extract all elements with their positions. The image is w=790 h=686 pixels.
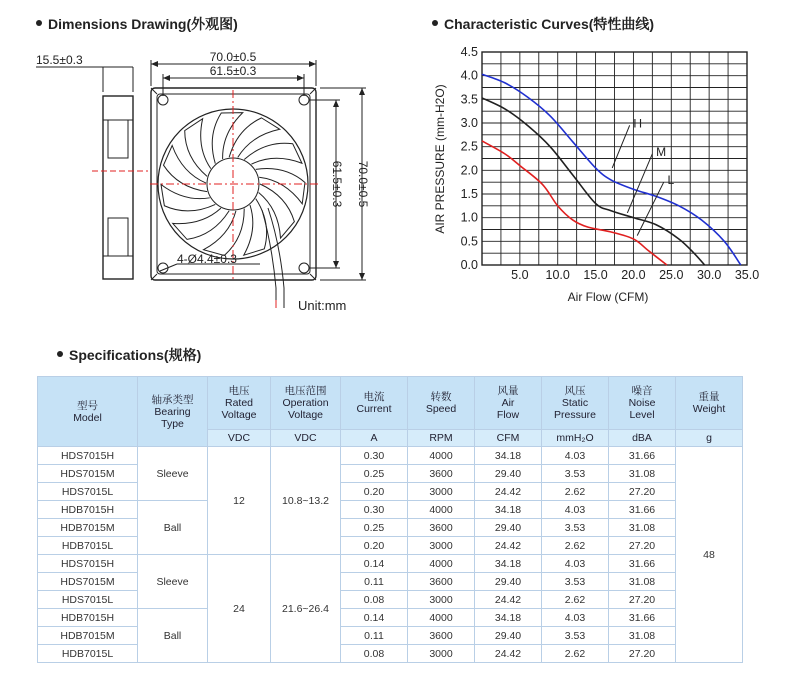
current-cell: 0.08 (341, 591, 408, 609)
airflow-cell: 34.18 (475, 609, 542, 627)
header-line: 噪音 (631, 385, 653, 397)
table-row (38, 447, 743, 465)
current-cell: 0.11 (341, 627, 408, 645)
x-tick-label: 30.0 (696, 268, 722, 282)
airflow-cell: 29.40 (475, 627, 542, 645)
header-line: 轴承类型 (151, 393, 194, 406)
pressure-cell: 2.62 (542, 645, 609, 663)
header-line: 重量 (698, 391, 720, 403)
noise-cell: 31.08 (609, 627, 676, 645)
model-cell: HDB7015H (38, 501, 138, 519)
pressure-cell: 3.53 (542, 465, 609, 483)
y-tick-label: 2.5 (460, 139, 478, 154)
bullet-icon (57, 351, 63, 357)
header-unit: VDC (271, 430, 341, 447)
bullet-icon (36, 20, 42, 26)
model-cell: HDS7015L (38, 483, 138, 501)
header-line: Operation (282, 397, 329, 409)
speed-cell: 4000 (408, 447, 475, 465)
noise-cell: 27.20 (609, 537, 676, 555)
airflow-cell: 34.18 (475, 501, 542, 519)
current-cell: 0.20 (341, 483, 408, 501)
series-label-H: H (633, 116, 643, 131)
speed-cell: 3600 (408, 627, 475, 645)
fan-blade (244, 143, 302, 164)
height-hole-label: 61.5±0.3 (330, 160, 344, 208)
series-line-H (482, 74, 741, 265)
width-hole-label: 61.5±0.3 (209, 64, 257, 78)
fan-blade (173, 208, 229, 239)
header-6 (475, 377, 542, 430)
current-cell: 0.08 (341, 645, 408, 663)
header-unit: A (341, 430, 408, 447)
header-line: Speed (425, 403, 457, 415)
header-unit: mmH₂O (542, 430, 609, 447)
current-cell: 0.30 (341, 447, 408, 465)
range-cell: 21.6~26.4 (271, 555, 341, 663)
header-unit: RPM (408, 430, 475, 447)
table-header-row (38, 377, 743, 430)
current-cell: 0.25 (341, 519, 408, 537)
y-tick-label: 1.0 (460, 210, 478, 225)
header-unit: dBA (609, 430, 676, 447)
header-line: 风压 (564, 385, 586, 397)
noise-cell: 31.66 (609, 555, 676, 573)
pressure-cell: 3.53 (542, 627, 609, 645)
pressure-cell: 3.53 (542, 519, 609, 537)
airflow-cell: 29.40 (475, 519, 542, 537)
header-line: 电压 (228, 385, 250, 397)
table-row (38, 609, 743, 627)
bullet-icon (432, 20, 438, 26)
noise-cell: 31.66 (609, 447, 676, 465)
series-leader-L (637, 182, 664, 235)
header-8 (609, 377, 676, 430)
speed-cell: 3600 (408, 573, 475, 591)
series-line-L (482, 141, 667, 265)
speed-cell: 3000 (408, 537, 475, 555)
width-outer-label: 70.0±0.5 (209, 50, 257, 64)
speed-cell: 4000 (408, 501, 475, 519)
holes-label: 4-Ø4.4±0.3 (177, 252, 237, 266)
header-line: Voltage (287, 409, 324, 421)
height-outer-label: 70.0±0.5 (356, 160, 370, 208)
fan-blade (204, 209, 245, 256)
range-cell: 10.8~13.2 (271, 447, 341, 555)
airflow-cell: 24.42 (475, 645, 542, 663)
pressure-cell: 2.62 (542, 591, 609, 609)
noise-cell: 27.20 (609, 645, 676, 663)
curves-title-text: Characteristic Curves(特性曲线) (444, 16, 655, 32)
header-line: Rated (224, 397, 254, 409)
pressure-cell: 2.62 (542, 537, 609, 555)
chart-ticks (461, 45, 760, 282)
speed-cell: 3600 (408, 519, 475, 537)
specs-title (57, 345, 201, 365)
noise-cell: 31.08 (609, 573, 676, 591)
specifications-table (37, 376, 743, 663)
table-row (38, 555, 743, 573)
header-line: Bearing (154, 405, 191, 418)
header-line: Current (356, 403, 392, 415)
airflow-cell: 24.42 (475, 483, 542, 501)
header-line: Flow (496, 409, 520, 421)
noise-cell: 31.66 (609, 501, 676, 519)
fan-blade (259, 184, 295, 238)
x-axis-label: Air Flow (CFM) (567, 290, 649, 304)
model-cell: HDB7015L (38, 645, 138, 663)
specs-title-text: Specifications(规格) (69, 347, 202, 363)
current-cell: 0.11 (341, 573, 408, 591)
bearing-cell: Sleeve (138, 447, 208, 501)
header-9 (676, 377, 743, 430)
model-cell: HDS7015H (38, 555, 138, 573)
y-tick-label: 3.0 (460, 116, 478, 130)
current-cell: 0.14 (341, 555, 408, 573)
header-line: Air (501, 397, 515, 409)
header-line: Voltage (221, 409, 257, 421)
current-cell: 0.25 (341, 465, 408, 483)
characteristic-curves-chart (420, 30, 790, 310)
pressure-cell: 4.03 (542, 555, 609, 573)
fan-blade (164, 145, 208, 191)
header-unit: VDC (208, 430, 271, 447)
header-line: 电压范围 (284, 385, 327, 397)
y-tick-label: 3.5 (460, 92, 478, 107)
model-cell: HDS7015M (38, 465, 138, 483)
table-row (38, 501, 743, 519)
noise-cell: 27.20 (609, 591, 676, 609)
unit-label: Unit:mm (298, 298, 347, 313)
x-tick-label: 35.0 (734, 268, 760, 282)
x-tick-label: 25.0 (659, 268, 684, 282)
header-line: 电流 (363, 391, 385, 403)
speed-cell: 4000 (408, 555, 475, 573)
header-7 (542, 377, 609, 430)
bearing-cell: Ball (138, 609, 208, 663)
noise-cell: 27.20 (609, 483, 676, 501)
header-4 (341, 377, 408, 430)
voltage-cell: 24 (208, 555, 271, 663)
series-label-L: L (667, 173, 675, 188)
header-line: Type (161, 417, 184, 430)
chart-series (482, 74, 741, 265)
pressure-cell: 4.03 (542, 501, 609, 519)
header-line: 型号 (77, 399, 98, 412)
noise-cell: 31.66 (609, 609, 676, 627)
voltage-cell: 12 (208, 447, 271, 555)
model-cell: HDB7015H (38, 609, 138, 627)
header-line: Static (561, 397, 589, 409)
y-axis-label: AIR PRESSURE (mm-H2O) (433, 84, 447, 234)
airflow-cell: 29.40 (475, 573, 542, 591)
model-cell: HDS7015L (38, 591, 138, 609)
series-label-M: M (656, 144, 667, 159)
pressure-cell: 4.03 (542, 609, 609, 627)
header-line: Weight (692, 403, 726, 415)
header-line: Pressure (553, 409, 596, 421)
x-tick-label: 5.0 (511, 268, 529, 282)
noise-cell: 31.08 (609, 519, 676, 537)
header-unit: CFM (475, 430, 542, 447)
model-cell: HDB7015M (38, 519, 138, 537)
header-0 (38, 377, 138, 447)
header-line: Level (629, 409, 655, 421)
model-cell: HDB7015M (38, 627, 138, 645)
y-tick-label: 4.5 (460, 45, 478, 59)
model-cell: HDS7015M (38, 573, 138, 591)
dimensions-drawing (0, 30, 400, 340)
pressure-cell: 4.03 (542, 447, 609, 465)
airflow-cell: 34.18 (475, 447, 542, 465)
noise-cell: 31.08 (609, 465, 676, 483)
y-tick-label: 0.0 (460, 258, 478, 272)
pressure-cell: 2.62 (542, 483, 609, 501)
airflow-cell: 24.42 (475, 537, 542, 555)
speed-cell: 3000 (408, 591, 475, 609)
header-line: 风量 (497, 385, 519, 397)
current-cell: 0.30 (341, 501, 408, 519)
current-cell: 0.20 (341, 537, 408, 555)
header-2 (208, 377, 271, 430)
header-line: Model (73, 411, 102, 424)
series-leader-M (627, 154, 652, 213)
speed-cell: 4000 (408, 609, 475, 627)
airflow-cell: 34.18 (475, 555, 542, 573)
airflow-cell: 29.40 (475, 465, 542, 483)
y-tick-label: 4.0 (460, 68, 478, 83)
fan-blade (185, 119, 211, 177)
fan-blade (244, 199, 267, 256)
speed-cell: 3000 (408, 645, 475, 663)
thickness-label: 15.5±0.3 (36, 53, 83, 67)
pressure-cell: 3.53 (542, 573, 609, 591)
dimensions-title-text: Dimensions Drawing(外观图) (48, 16, 238, 32)
y-tick-label: 1.5 (460, 187, 478, 201)
x-tick-label: 10.0 (545, 268, 570, 282)
speed-cell: 3000 (408, 483, 475, 501)
weight-cell: 48 (676, 447, 743, 663)
header-unit: g (676, 430, 743, 447)
fan-blade (256, 169, 305, 204)
current-cell: 0.14 (341, 609, 408, 627)
header-3 (271, 377, 341, 430)
model-cell: HDS7015H (38, 447, 138, 465)
x-tick-label: 15.0 (583, 268, 608, 282)
bearing-cell: Ball (138, 501, 208, 555)
airflow-cell: 24.42 (475, 591, 542, 609)
y-tick-label: 2.0 (460, 163, 478, 178)
header-1 (138, 377, 208, 447)
header-line: Noise (628, 397, 656, 409)
header-5 (408, 377, 475, 430)
header-line: 转数 (430, 391, 452, 403)
x-tick-label: 20.0 (621, 268, 646, 282)
y-tick-label: 0.5 (460, 234, 478, 249)
speed-cell: 3600 (408, 465, 475, 483)
model-cell: HDB7015L (38, 537, 138, 555)
bearing-cell: Sleeve (138, 555, 208, 609)
